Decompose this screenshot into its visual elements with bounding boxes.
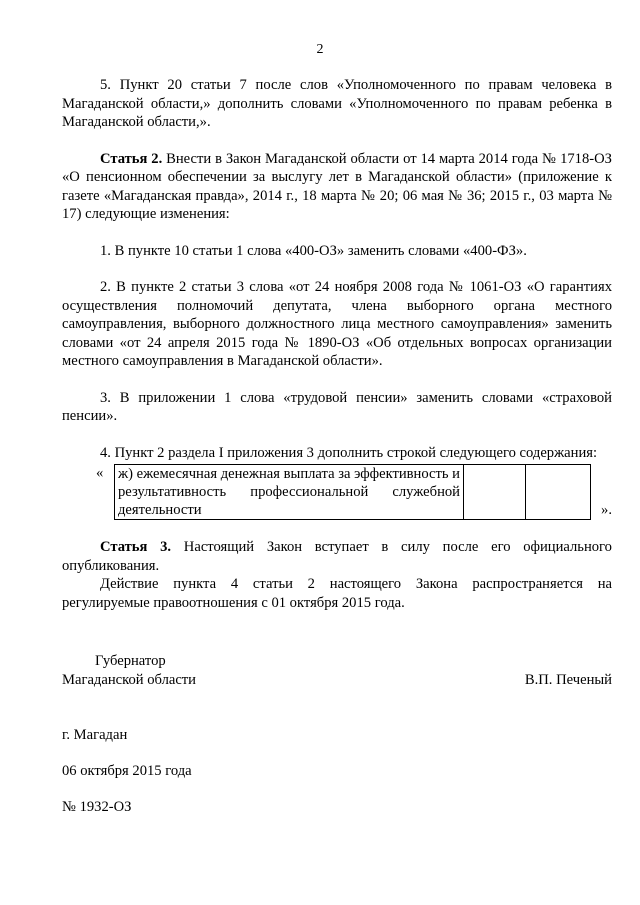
table-cell-empty <box>526 465 591 520</box>
signature-title-line2: Магаданской области <box>62 671 196 688</box>
article-2-item-4: 4. Пункт 2 раздела I приложения 3 дополнить строкой следующего содержания: <box>100 444 598 461</box>
article-3-label: Статья 3. <box>100 539 172 555</box>
article-2-label: Статья 2. <box>100 150 163 167</box>
article-3-paragraph-2: Действие пункта 4 статьи 2 настоящего Закона распространяется на регулируемые правоотношения с 01 октября 2015 года. <box>62 576 612 611</box>
paragraph-item-5: 5. Пункт 20 статьи 7 после слов «Уполномоченного по правам человека в Магаданской области,» дополнить словами «Уполномоченного по правам ребенка в Магаданской области,». <box>62 77 612 130</box>
article-2-item-2: 2. В пункте 2 статьи 3 слова «от 24 ноября 2008 года № 1061-ОЗ «О гарантиях осуществления полномочий депутата, члена выборного органа местного самоуправления, выборного должностного лица местного самоуправления» заменить словами «от 24 апреля 2015 года № 1890-ОЗ «Об отдельных вопросах организации местного самоуправления в Магаданской области». <box>62 279 612 369</box>
signature-block <box>62 652 612 689</box>
page-number: 2 <box>316 42 324 57</box>
table-row <box>115 465 591 520</box>
article-2-item-3: 3. В приложении 1 слова «трудовой пенсии» заменить словами «страховой пенсии». <box>62 389 612 424</box>
place-of-signing: г. Магадан <box>62 727 128 743</box>
article-3-text: Настоящий Закон вступает в силу после его официального опубликования. <box>62 539 612 574</box>
signing-date: 06 октября 2015 года <box>62 763 192 779</box>
inserted-table <box>114 464 591 520</box>
article-2-item-1: 1. В пункте 10 статьи 1 слова «400-ОЗ» заменить словами «400-ФЗ». <box>100 242 527 259</box>
signature-title-line1: Губернатор <box>95 653 166 669</box>
table-cell-text: ж) ежемесячная денежная выплата за эффективность и результативность профессиональной служебной деятельности <box>115 465 464 520</box>
close-quote: ». <box>601 501 612 518</box>
open-quote: « <box>96 465 104 481</box>
inserted-row-block <box>62 464 612 520</box>
article-2-paragraph <box>62 150 612 224</box>
document-body <box>62 76 612 612</box>
article-2-text: Внести в Закон Магаданской области от 14 марта 2014 года № 1718-ОЗ «О пенсионном обеспечении за выслугу лет в Магаданской области» (приложение к газете «Магаданская правда», 2014 г., 18 марта № 20; 06 мая № 36; 2015 г., 03 марта № 17) следующие изменения: <box>62 150 612 222</box>
law-number: № 1932-ОЗ <box>62 799 132 815</box>
article-3-paragraph <box>62 538 612 575</box>
signatory-name: В.П. Печеный <box>524 671 612 688</box>
table-cell-empty <box>464 465 526 520</box>
